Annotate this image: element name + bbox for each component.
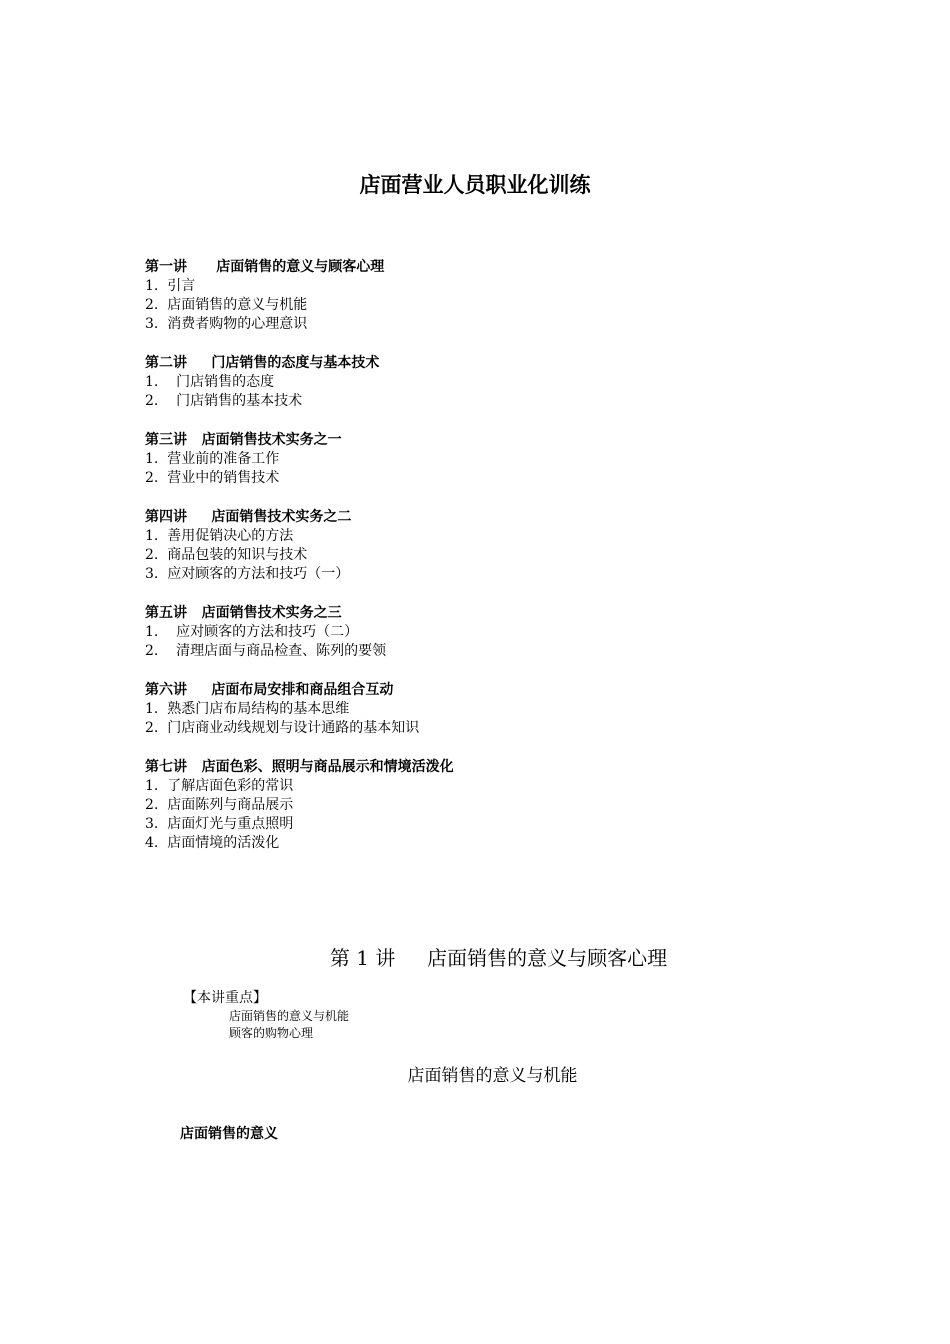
- toc-item: 1. 善用促销决心的方法: [145, 528, 294, 544]
- keypoints-list: [229, 1008, 349, 1042]
- toc-item: 1. 门店销售的态度: [145, 374, 275, 390]
- document-title: 店面营业人员职业化训练: [359, 173, 591, 197]
- keypoints-label: 【本讲重点】: [183, 990, 267, 1006]
- table-of-contents: [145, 258, 845, 873]
- toc-item: 3. 消费者购物的心理意识: [145, 316, 308, 332]
- toc-heading: 第二讲 门店销售的态度与基本技术: [145, 355, 380, 371]
- toc-item: 1. 了解店面色彩的常识: [145, 778, 294, 794]
- subsection-title: 店面销售的意义: [180, 1126, 278, 1142]
- toc-item: 4. 店面情境的活泼化: [145, 835, 280, 851]
- toc-section-4: [145, 508, 845, 584]
- toc-item: 1. 应对顾客的方法和技巧（二）: [145, 624, 359, 640]
- toc-heading: 第一讲 店面销售的意义与顾客心理: [145, 259, 385, 275]
- toc-item: 3. 店面灯光与重点照明: [145, 816, 294, 832]
- toc-section-6: [145, 681, 845, 738]
- toc-section-5: [145, 604, 845, 661]
- toc-heading: 第七讲 店面色彩、照明与商品展示和情境活泼化: [145, 759, 454, 775]
- keypoint-item: 顾客的购物心理: [229, 1026, 314, 1040]
- toc-section-7: [145, 758, 845, 853]
- toc-heading: 第四讲 店面销售技术实务之二: [145, 509, 352, 525]
- toc-item: 2. 商品包装的知识与技术: [145, 547, 308, 563]
- toc-item: 2. 门店商业动线规划与设计通路的基本知识: [145, 720, 420, 736]
- lecture-title: 第 1 讲 店面销售的意义与顾客心理: [329, 946, 668, 970]
- toc-item: 2. 店面销售的意义与机能: [145, 297, 308, 313]
- toc-heading: 第三讲 店面销售技术实务之一: [145, 432, 342, 448]
- keypoint-item: 店面销售的意义与机能: [229, 1009, 350, 1023]
- toc-item: 1. 熟悉门店布局结构的基本思维: [145, 701, 350, 717]
- toc-item: 1. 营业前的准备工作: [145, 451, 280, 467]
- section-title: 店面销售的意义与机能: [407, 1066, 578, 1086]
- toc-heading: 第六讲 店面布局安排和商品组合互动: [145, 682, 394, 698]
- toc-item: 2. 店面陈列与商品展示: [145, 797, 294, 813]
- toc-item: 2. 清理店面与商品检查、陈列的要领: [145, 643, 387, 659]
- toc-section-1: [145, 258, 845, 334]
- toc-item: 1. 引言: [145, 278, 196, 294]
- toc-section-3: [145, 431, 845, 488]
- toc-item: 3. 应对顾客的方法和技巧（一）: [145, 566, 350, 582]
- toc-item: 2. 营业中的销售技术: [145, 470, 280, 486]
- toc-item: 2. 门店销售的基本技术: [145, 393, 303, 409]
- toc-heading: 第五讲 店面销售技术实务之三: [145, 605, 342, 621]
- toc-section-2: [145, 354, 845, 411]
